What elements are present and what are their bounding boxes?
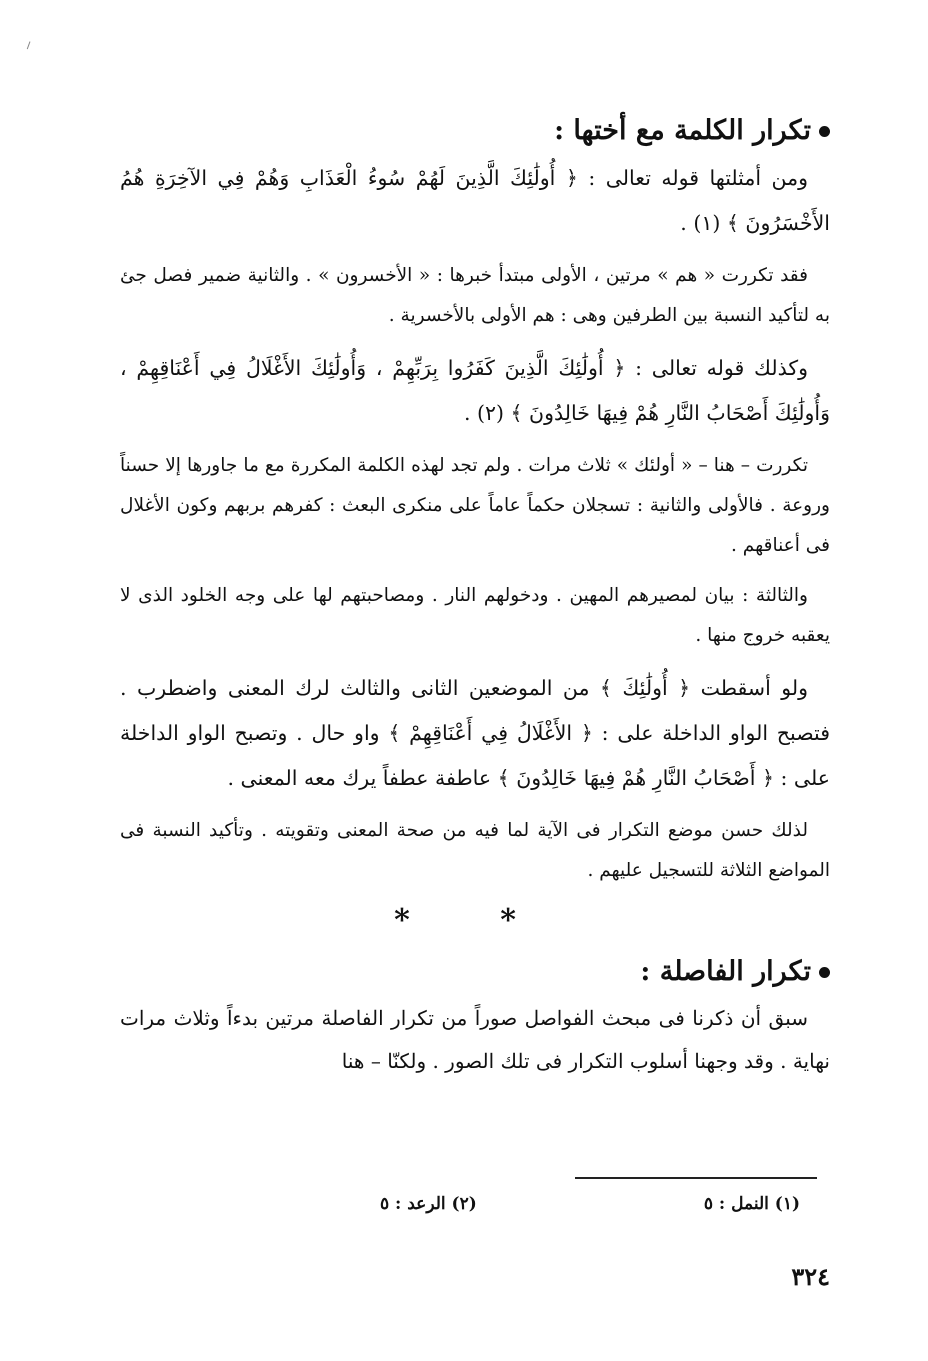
paragraph: ولو أسقطت ﴿ أُولَٰئِكَ ﴾ من الموضعين الثانى والثالث لرك المعنى واضطرب . فتصبح الواو الداخلة على : ﴿ الأَغْلَالُ فِي أَعْنَاقِهِمْ ﴾ واو حال . وتصبح الواو الداخلة على : ﴿ أَصْحَابُ النَّارِ هُمْ فِيهَا خَالِدُونَ ﴾ عاطفة عطفاً يرك معه المعنى . bbox=[120, 676, 830, 790]
section-heading-fasila-repetition bbox=[120, 949, 830, 995]
section-heading-text: تكرار الفاصلة : bbox=[640, 956, 811, 987]
section-heading-word-repetition bbox=[120, 108, 830, 154]
paragraph: سبق أن ذكرنا فى مبحث الفواصل صوراً من تكرار الفاصلة مرتين بدءاً وثلاث مرات نهاية . وقد وجهنا أسلوب التكرار فى تلك الصور . ولكنّا – هنا bbox=[120, 1006, 830, 1073]
footnote-2: (٢) الرعد : ٥ bbox=[380, 1194, 477, 1214]
bullet-icon bbox=[819, 967, 830, 978]
page-number: ٣٢٤ bbox=[791, 1262, 830, 1291]
footnote-divider bbox=[575, 1177, 817, 1179]
paragraph: ومن أمثلتها قوله تعالى : ﴿ أُولَٰئِكَ الَّذِينَ لَهُمْ سُوءُ الْعَذَابِ وَهُمْ فِي الآخِرَةِ هُمُ الأَخْسَرُونَ ﴾ (١) . bbox=[120, 166, 830, 235]
section-heading-text: تكرار الكلمة مع أختها : bbox=[554, 115, 811, 146]
section-separator: * * bbox=[394, 903, 556, 938]
bullet-icon bbox=[819, 126, 830, 137]
paragraph: فقد تكررت « هم » مرتين ، الأولى مبتدأ خبرها : « الأخسرون » . والثانية ضمير فصل جئ به لتأكيد النسبة بين الطرفين وهى : هم الأولى بالأخسرية . bbox=[120, 265, 830, 326]
paragraph: وكذلك قوله تعالى : ﴿ أُولَٰئِكَ الَّذِينَ كَفَرُوا بِرَبِّهِمْ ، وَأُولَٰئِكَ الأَغْلَالُ فِي أَعْنَاقِهِمْ ، وَأُولَٰئِكَ أَصْحَابُ النَّارِ هُمْ فِيهَا خَالِدُونَ ﴾ (٢) . bbox=[120, 356, 830, 425]
footnotes bbox=[380, 1192, 800, 1216]
scan-mark bbox=[27, 41, 34, 50]
page-body bbox=[120, 108, 830, 1093]
paragraph: والثالثة : بيان لمصيرهم المهين . ودخولهم النار . ومصاحبتهم لها على وجه الخلود الذى لا يعقبه خروج منها . bbox=[120, 585, 830, 646]
paragraph: لذلك حسن موضع التكرار فى الآية لما فيه من صحة المعنى وتقويته . وتأكيد النسبة فى المواضع الثلاثة للتسجيل عليهم . bbox=[120, 820, 830, 881]
paragraph: تكررت – هنا – « أولئك » ثلاث مرات . ولم تجد لهذه الكلمة المكررة مع ما جاورها إلا حسناً وروعة . فالأولى والثانية : تسجلان حكماً عاماً على منكرى البعث : كفرهم بربهم وكون الأغلال فى أعناقهم . bbox=[120, 455, 830, 556]
footnote-1: (١) النمل : ٥ bbox=[703, 1194, 800, 1214]
